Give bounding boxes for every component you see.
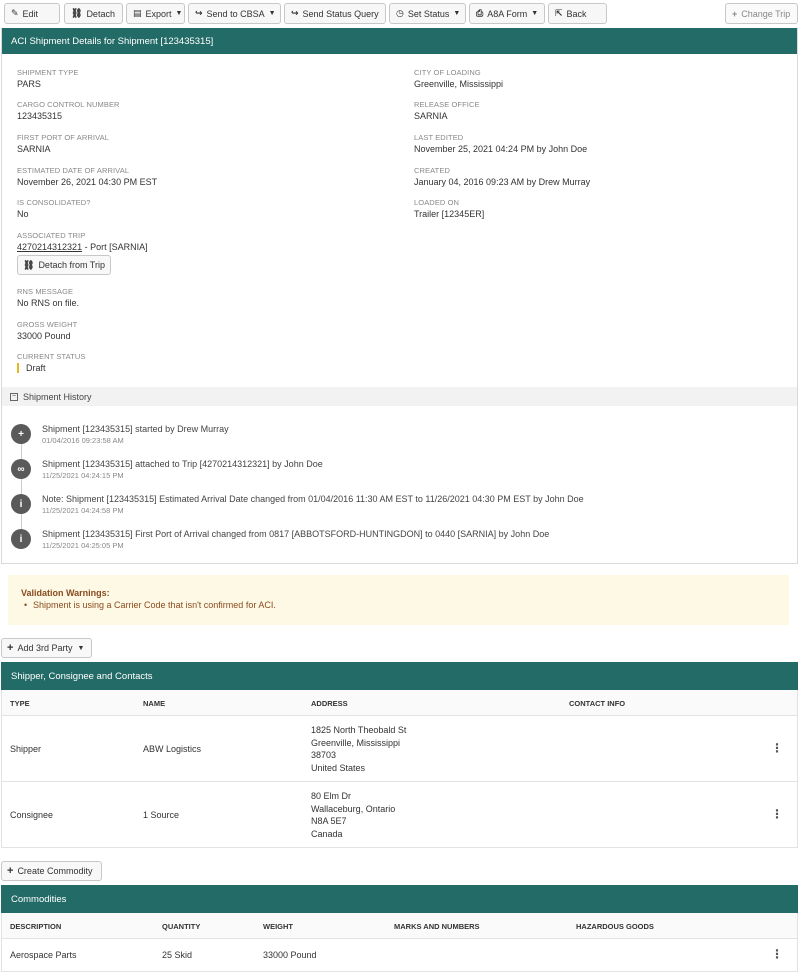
kebab-icon[interactable]: ⋮ <box>771 741 783 755</box>
chevron-down-icon: ▼ <box>268 10 276 17</box>
chevron-down-icon: ▼ <box>531 10 539 17</box>
clock-icon: ◷ <box>396 8 404 18</box>
field-loaded-on: LOADED ON Trailer [12345ER] <box>414 198 485 219</box>
set-status-dropdown[interactable]: ◷ Set Status ▼ <box>389 3 466 24</box>
export-dropdown[interactable]: ▤ Export ▼ <box>126 3 185 24</box>
printer-icon: ⎙ <box>476 8 484 18</box>
info-icon: i <box>11 529 31 549</box>
field-created: CREATED January 04, 2016 09:23 AM by Drew Murray <box>414 166 591 187</box>
link-icon: ∞ <box>11 459 31 479</box>
change-trip-button[interactable]: + Change Trip <box>725 3 798 24</box>
share-icon: ↪ <box>291 8 299 18</box>
history-item: i Note: Shipment [123435315] Estimated Arrival Date changed from 01/04/2016 11:30 AM EST to 11/26/2021 04:30 PM EST by John Doe 11/25/2021 04:24:58 PM <box>11 494 771 516</box>
plus-icon: + <box>7 865 14 877</box>
history-item: ∞ Shipment [123435315] attached to Trip [4270214312321] by John Doe 11/25/2021 04:24:15 PM <box>11 459 771 481</box>
field-release-office: RELEASE OFFICE SARNIA <box>414 100 480 121</box>
toolbar <box>0 3 800 25</box>
status-badge: Draft <box>17 363 86 373</box>
detach-from-trip-button[interactable]: ⛓ Detach from Trip <box>17 255 111 275</box>
timeline-line <box>21 436 22 540</box>
address-cell: 1825 North Theobald St Greenville, Mississippi 38703 United States <box>311 725 407 773</box>
unlink-icon: ⛓ <box>71 8 83 18</box>
validation-warnings: Validation Warnings: • Shipment is using a Carrier Code that isn't confirmed for ACI. <box>8 575 789 625</box>
contacts-table <box>1 690 798 848</box>
field-city-of-loading: CITY OF LOADING Greenville, Mississippi <box>414 68 504 89</box>
field-rns-message: RNS MESSAGE No RNS on file. <box>17 287 80 308</box>
field-estimated-arrival: ESTIMATED DATE OF ARRIVAL November 26, 2021 04:30 PM EST <box>17 166 158 187</box>
send-status-query-button[interactable]: ↪ Send Status Query <box>284 3 386 24</box>
address-cell: 80 Elm Dr Wallaceburg, Ontario N8A 5E7 Canada <box>311 791 396 839</box>
back-button[interactable]: ⇱ Back <box>548 3 607 24</box>
field-cargo-control-number: CARGO CONTROL NUMBER 123435315 <box>17 100 120 121</box>
plus-icon: + <box>11 424 31 444</box>
warning-item: • Shipment is using a Carrier Code that isn't confirmed for ACI. <box>21 600 776 610</box>
plus-icon: + <box>732 8 738 19</box>
table-header: TYPE NAME ADDRESS CONTACT INFO <box>2 690 797 716</box>
history-item: i Shipment [123435315] First Port of Arrival changed from 0817 [ABBOTSFORD-HUNTINGDON] to 0440 [SARNIA] by John Doe 11/25/2021 04:25:05 PM <box>11 529 771 551</box>
chevron-down-icon: ▼ <box>77 644 85 652</box>
table-header: DESCRIPTION QUANTITY WEIGHT MARKS AND NUMBERS HAZARDOUS GOODS <box>2 913 797 939</box>
unlink-icon: ⛓ <box>23 259 35 270</box>
table-row: Shipper ABW Logistics 1825 North Theobald St Greenville, Mississippi 38703 United States ⋮ <box>2 716 797 782</box>
field-current-status: CURRENT STATUS Draft <box>17 352 86 373</box>
chevron-down-icon: ▼ <box>453 10 461 17</box>
create-commodity-button[interactable]: + Create Commodity <box>1 861 102 881</box>
external-link-icon: ⇱ <box>555 8 563 18</box>
field-associated-trip: ASSOCIATED TRIP 4270214312321 - Port [SARNIA] <box>17 231 148 252</box>
info-icon: i <box>11 494 31 514</box>
table-row: Aerospace Parts 25 Skid 33000 Pound ⋮ <box>2 939 797 972</box>
panel-title: ACI Shipment Details for Shipment [123435315] <box>11 35 214 47</box>
shipment-details-panel <box>1 28 798 564</box>
field-is-consolidated: IS CONSOLIDATED? No <box>17 198 91 219</box>
edit-button[interactable]: ✎ Edit <box>4 3 60 24</box>
field-gross-weight: GROSS WEIGHT 33000 Pound <box>17 320 78 341</box>
associated-trip-link[interactable]: 4270214312321 <box>17 242 83 252</box>
file-icon: ▤ <box>133 8 142 18</box>
history-item: + Shipment [123435315] started by Drew Murray 01/04/2016 09:23:58 AM <box>11 424 771 446</box>
plus-icon: + <box>7 642 14 654</box>
add-3rd-party-dropdown[interactable]: + Add 3rd Party ▼ <box>1 638 92 658</box>
chevron-down-icon: ▼ <box>175 10 183 17</box>
a8a-form-dropdown[interactable]: ⎙ A8A Form ▼ <box>469 3 545 24</box>
field-last-edited: LAST EDITED November 25, 2021 04:24 PM by John Doe <box>414 133 588 154</box>
send-to-cbsa-dropdown[interactable]: ↪ Send to CBSA ▼ <box>188 3 281 24</box>
detach-button[interactable]: ⛓ Detach <box>64 3 123 24</box>
pencil-icon: ✎ <box>11 8 19 18</box>
shipment-history-toggle[interactable]: − Shipment History <box>2 387 797 406</box>
field-first-port-of-arrival: FIRST PORT OF ARRIVAL SARNIA <box>17 133 109 154</box>
share-icon: ↪ <box>195 8 203 18</box>
kebab-icon[interactable]: ⋮ <box>771 947 783 961</box>
commodities-table <box>1 913 798 972</box>
contacts-header: Shipper, Consignee and Contacts <box>1 662 798 690</box>
commodities-header: Commodities <box>1 885 798 913</box>
kebab-icon[interactable]: ⋮ <box>771 807 783 821</box>
table-row: Consignee 1 Source 80 Elm Dr Wallaceburg, Ontario N8A 5E7 Canada ⋮ <box>2 782 797 848</box>
field-shipment-type: SHIPMENT TYPE PARS <box>17 68 79 89</box>
collapse-icon: − <box>11 392 17 400</box>
